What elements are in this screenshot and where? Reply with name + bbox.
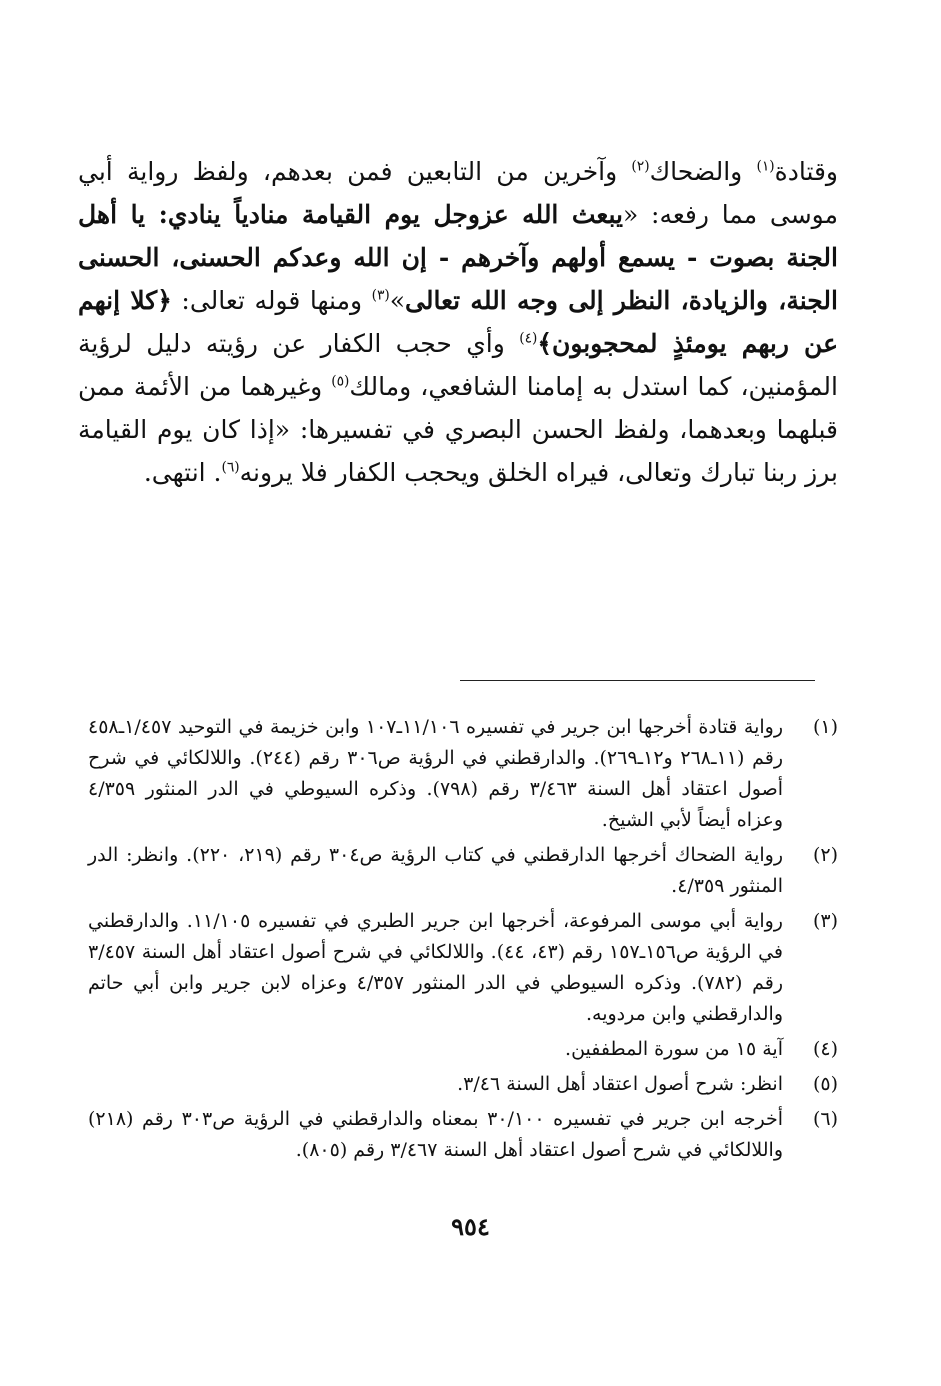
footnote-number: (١)	[812, 716, 838, 738]
footnote-item	[88, 840, 838, 902]
footnote-text: انظر: شرح أصول اعتقاد أهل السنة ٣/٤٦.	[457, 1073, 783, 1095]
segment: وآخرين من التابعين فمن بعدهم، ولفظ رواية أبي موسى مما رفعه: «	[78, 157, 838, 229]
footnote-text: آية ١٥ من سورة المطففين.	[565, 1038, 783, 1060]
footnote-text: رواية أبي موسى المرفوعة، أخرجها ابن جرير الطبري في تفسيره ١١/١٠٥. والدارقطني في الرؤية ص١٥٦ـ١٥٧ رقم (٤٣، ٤٤). واللالكائي في شرح أصول اعتقاد أهل السنة ٣/٤٥٧ رقم (٧٨٢). وذكره السيوطي في الدر المنثور ٤/٣٥٧ وعزاه لابن جرير وابن أبي حاتم والدارقطني وابن مردويه.	[88, 910, 784, 1025]
footnote-item	[88, 1069, 838, 1100]
segment: وغيرهما من الأئمة ممن قبلهما وبعدهما، ولفظ الحسن البصري في تفسيرها: «إذا كان يوم القيامة برز ربنا تبارك وتعالى، فيراه الخلق ويحجب الكفار فلا يرونه	[78, 372, 838, 487]
footnote-item	[88, 906, 838, 1030]
footnote-number: (٢)	[812, 844, 838, 866]
segment: وقتادة	[774, 157, 839, 186]
footnote-ref: (٥)	[331, 373, 350, 390]
segment: . انتهى.	[143, 458, 222, 487]
footnotes-section	[88, 712, 838, 1170]
main-text-body	[78, 150, 838, 494]
footnote-ref: (٤)	[519, 330, 538, 347]
footnote-number: (٣)	[812, 910, 838, 932]
main-paragraph	[78, 150, 838, 494]
footnote-item	[88, 712, 838, 836]
segment: ومنها قوله تعالى:	[171, 286, 372, 315]
segment: »	[389, 286, 406, 315]
footnote-text: رواية الضحاك أخرجها الدارقطني في كتاب الرؤية ص٣٠٤ رقم (٢١٩، ٢٢٠). وانظر: الدر المنثور ٤/٣٥٩.	[88, 844, 783, 897]
quran-verse: ﴿كلا إنهم عن ربهم يومئذٍ لمحجوبون﴾	[78, 286, 838, 358]
hadith-text: يبعث الله عزوجل يوم القيامة منادياً ينادي: يا أهل الجنة بصوت - يسمع أولهم وآخرهم - إن الله وعدكم الحسنى، الحسنى الجنة، والزيادة، النظر إلى وجه الله تعالى	[78, 200, 838, 315]
footnote-item	[88, 1104, 838, 1166]
footnote-separator	[460, 680, 815, 681]
footnote-text: رواية قتادة أخرجها ابن جرير في تفسيره ١١/١٠٦ـ١٠٧ وابن خزيمة في التوحيد ١/٤٥٧ـ٤٥٨ رقم (١١ـ٢٦٨ و١٢ـ٢٦٩). والدارقطني في الرؤية ص٣٠٦ رقم (٢٤٤). واللالكائي في شرح أصول اعتقاد أهل السنة ٣/٤٦٣ رقم (٧٩٨). وذكره السيوطي في الدر المنثور ٤/٣٥٩ وعزاه أيضاً لأبي الشيخ.	[88, 716, 784, 831]
segment: وأي حجب الكفار عن رؤيته دليل لرؤية المؤمنين، كما استدل به إمامنا الشافعي، ومالك	[78, 329, 838, 401]
page-number: ٩٥٤	[451, 1212, 490, 1241]
footnote-ref: (٣)	[371, 287, 390, 304]
footnote-number: (٥)	[812, 1073, 838, 1095]
segment: والضحاك	[649, 157, 757, 186]
footnote-ref: (٢)	[631, 158, 650, 175]
footnote-number: (٦)	[812, 1108, 838, 1130]
footnote-ref: (٦)	[221, 459, 240, 476]
footnote-number: (٤)	[812, 1038, 838, 1060]
footnote-text: أخرجه ابن جرير في تفسيره ٣٠/١٠٠ بمعناه والدارقطني في الرؤية ص٣٠٣ رقم (٢١٨) واللالكائي في شرح أصول اعتقاد أهل السنة ٣/٤٦٧ رقم (٨٠٥).	[88, 1108, 783, 1161]
footnote-item	[88, 1034, 838, 1065]
footnote-ref: (١)	[756, 158, 775, 175]
